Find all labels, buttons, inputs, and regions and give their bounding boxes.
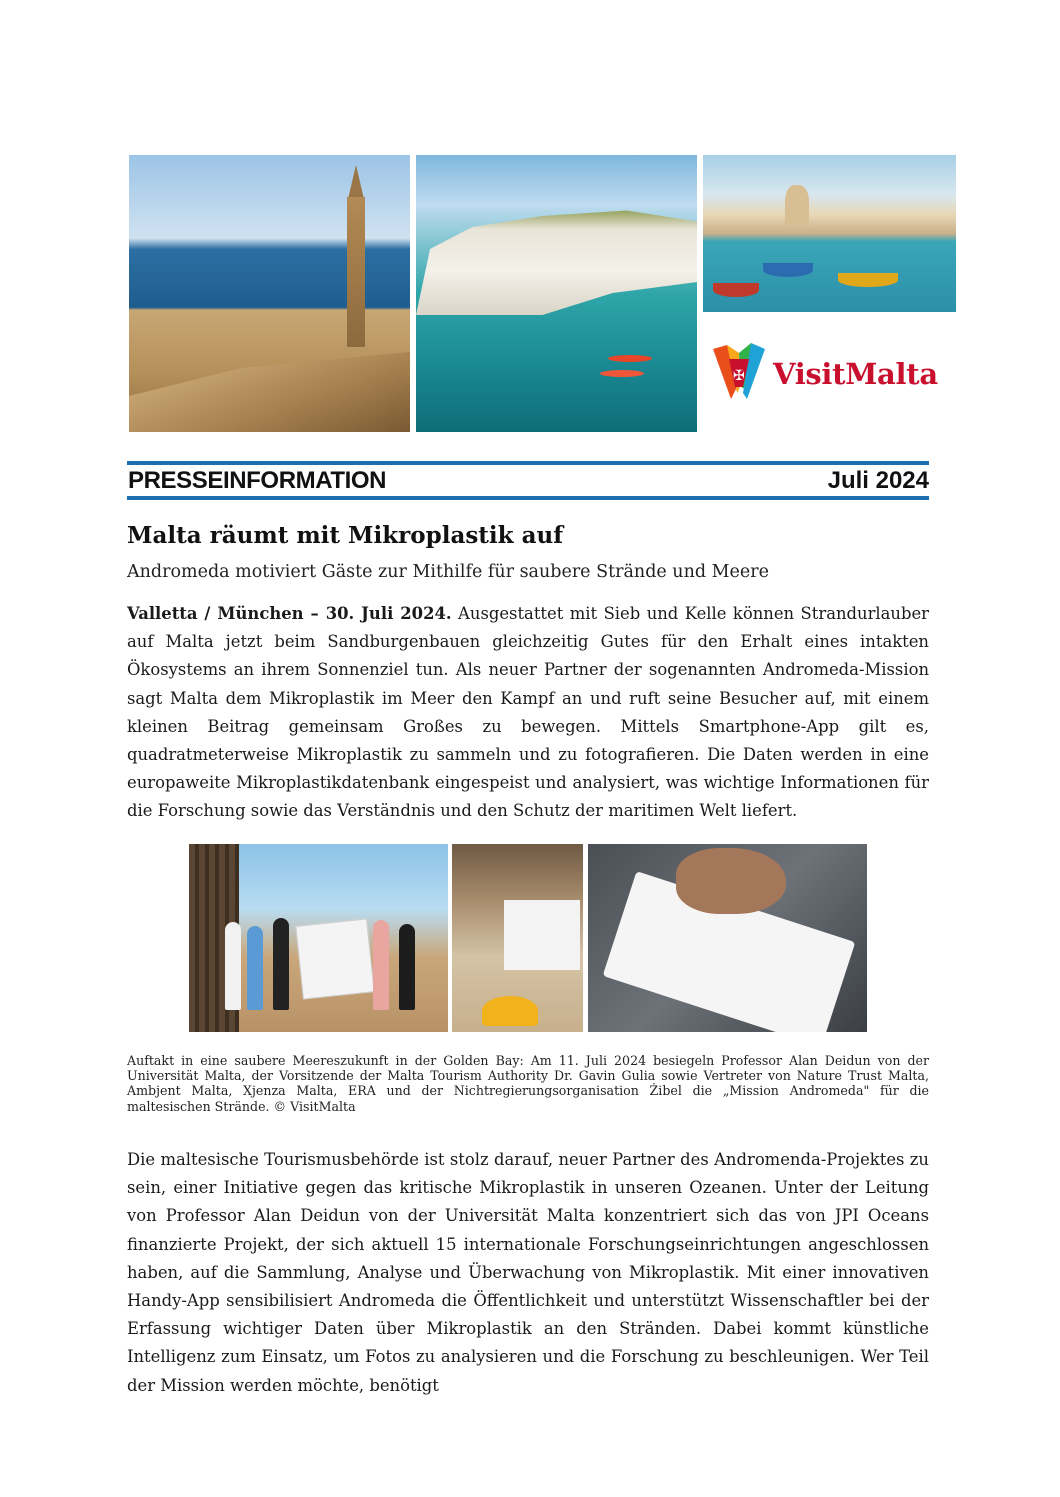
photo-microplastic-card (588, 844, 867, 1032)
person (273, 918, 289, 1010)
visitmalta-logo (711, 343, 938, 403)
visitmalta-logo-text: VisitMalta (773, 357, 938, 391)
hand (676, 848, 786, 914)
header-rule-top (127, 461, 929, 465)
body-paragraph: Die maltesische Tourismusbehörde ist stolz darauf, neuer Partner des Andromenda-Projektes zu sein, einer Initiative gegen das kritische Mikroplastik in unseren Ozeanen. Unter der Leitung von Professor Alan Deidun von der Universität Malta konzentriert sich das von JPI Oceans finanzierte Projekt, der sich aktuell 15 internationale Forschungseinrichtungen angeschlossen haben, auf die Sammlung, Analyse und Überwachung von Mikroplastik. Mit einer innovativen Handy-App sensibilisiert Andromeda die Öffentlichkeit und unterstützt Wissenschaftler bei der Erfassung wichtiger Daten über Mikroplastik an den Stränden. Dabei kommt künstliche Intelligenz zum Einsatz, um Fotos zu analysieren und die Forschung zu beschleunigen. Wer Teil der Mission werden möchte, benötigt (127, 1150, 929, 1395)
photo-valletta-skyline (129, 155, 410, 432)
bastion-walls (129, 352, 410, 432)
press-release-label: PRESSEINFORMATION (128, 467, 387, 494)
person (399, 924, 415, 1010)
visitmalta-logo-mark (711, 343, 767, 401)
kayak (608, 355, 652, 362)
luzzu-boat (838, 273, 898, 287)
photo-white-cliffs-kayak (416, 155, 697, 432)
church-dome (785, 185, 809, 225)
photo-golden-bay-team (189, 844, 448, 1032)
church-spire (348, 165, 364, 199)
dateline: Valletta / München – 30. Juli 2024. (127, 604, 452, 623)
article-subheadline: Andromeda motiviert Gäste zur Mithilfe für saubere Strände und Meere (127, 562, 769, 582)
lead-paragraph-text: Ausgestattet mit Sieb und Kelle können Strandurlauber auf Malta jetzt beim Sandburgenbauen gleichzeitig Gutes für den Erhalt eines intakten Ökosystems an ihrem Sonnenziel tun. Als neuer Partner der sogenannten Andromeda-Mission sagt Malta dem Mikroplastik im Meer den Kampf an und ruft seine Besucher auf, mit einem kleinen Beitrag gemeinsam Großes zu bewegen. Mittels Smartphone-App gilt es, quadratmeterweise Mikroplastik zu sammeln und zu fotografieren. Die Daten werden in eine europaweite Mikroplastikdatenbank eingespeist und analysiert, was wichtige Informationen für die Forschung sowie das Verständnis und den Schutz der maritimen Welt liefert. (127, 604, 929, 821)
person (225, 922, 241, 1010)
luzzu-boat (713, 283, 759, 297)
luzzu-boat (763, 263, 813, 277)
info-sign (504, 900, 580, 970)
svg-text:✠: ✠ (733, 368, 745, 384)
andromeda-sign-board (295, 918, 374, 999)
person (373, 920, 389, 1010)
lead-paragraph (127, 600, 929, 826)
person (247, 926, 263, 1010)
press-release-date: Juli 2024 (827, 467, 929, 494)
photo-marsaxlokk-harbour (703, 155, 956, 312)
beach-umbrella (482, 996, 538, 1026)
photo-caption: Auftakt in eine saubere Meereszukunft in der Golden Bay: Am 11. Juli 2024 besiegeln Professor Alan Deidun von der Universität Malta, der Vorsitzende der Malta Tourism Authority Dr. Gavin Gulia sowie Vertreter von Nature Trust Malta, Ambjent Malta, Xjenza Malta, ERA und der Nichtregierungsorganisation Żibel die „Mission Andromeda" für die maltesischen Strände. © VisitMalta (127, 1053, 929, 1114)
article-headline: Malta räumt mit Mikroplastik auf (127, 522, 564, 549)
photo-sieve-demo (452, 844, 583, 1032)
church-tower (347, 197, 365, 347)
kayak (600, 370, 644, 377)
header-rule-bottom (127, 496, 929, 500)
limestone-cliff (416, 205, 697, 315)
